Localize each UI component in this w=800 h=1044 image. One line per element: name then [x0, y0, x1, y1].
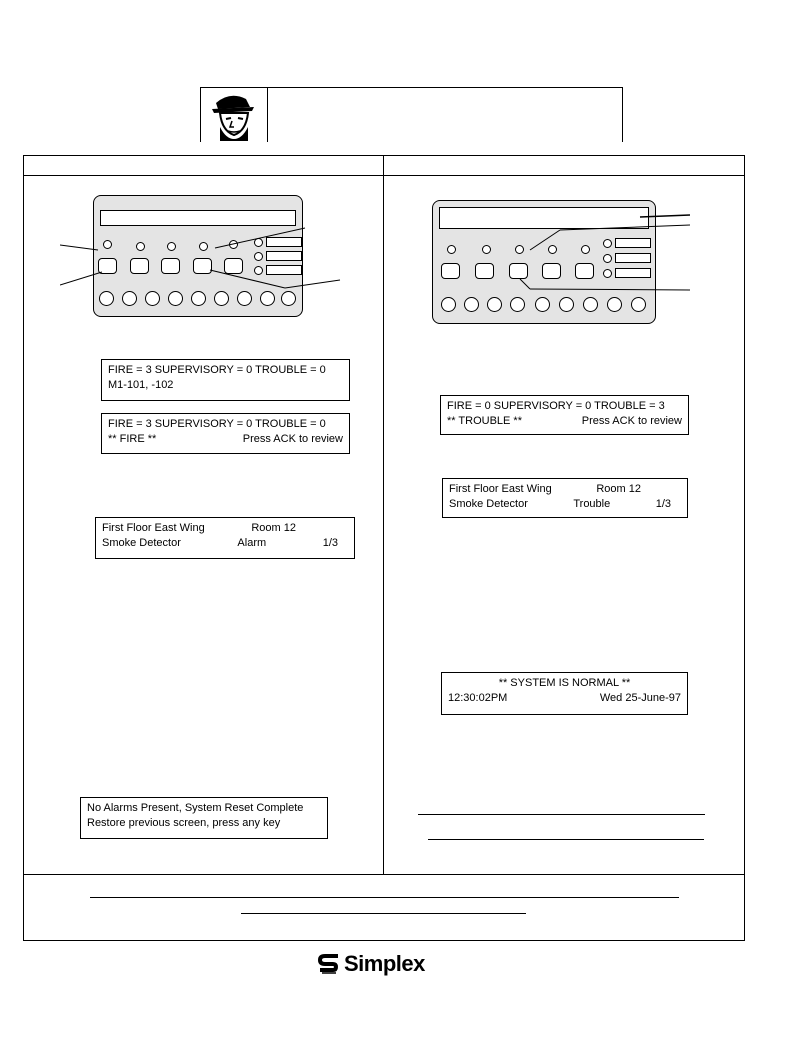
lcd-line: Smoke Detector	[449, 498, 528, 510]
fireman-icon	[200, 87, 268, 142]
lcd-system-normal	[441, 672, 688, 715]
rule	[428, 839, 704, 840]
callout-lines-right	[500, 205, 690, 295]
lcd-line: ** TROUBLE **	[447, 415, 522, 427]
lcd-alarm-detail	[95, 517, 355, 559]
lcd-line: Press ACK to review	[242, 433, 343, 445]
lcd-fire-ack	[101, 413, 350, 454]
lcd-line: ** SYSTEM IS NORMAL **	[498, 677, 631, 689]
lcd-line: 1/3	[322, 537, 338, 549]
lcd-line: Room 12	[251, 522, 296, 534]
led-fire	[447, 245, 456, 254]
right-arrow-key	[631, 297, 646, 312]
brand-name: Simplex	[344, 951, 425, 976]
lcd-line: Wed 25-June-97	[599, 692, 681, 704]
lcd-line: Smoke Detector	[102, 537, 181, 549]
header-rule	[23, 175, 745, 176]
lcd-fire-count	[101, 359, 350, 401]
lcd-line: 12:30:02PM	[448, 692, 508, 704]
simplex-mark-icon	[318, 953, 342, 975]
lcd-line: First Floor East Wing	[102, 522, 205, 534]
lcd-trouble-detail	[442, 478, 688, 518]
lcd-line: Trouble	[573, 498, 611, 510]
led-supervisory	[482, 245, 491, 254]
rule	[90, 897, 679, 898]
lcd-trouble-ack	[440, 395, 689, 435]
lcd-line: FIRE = 3 SUPERVISORY = 0 TROUBLE = 0	[108, 418, 326, 430]
fire-ack-key	[441, 263, 460, 279]
lcd-line: Alarm	[237, 537, 267, 549]
callout-lines-left	[60, 220, 350, 300]
lcd-line: First Floor East Wing	[449, 483, 552, 495]
lcd-line: 1/3	[655, 498, 671, 510]
lcd-line: ** FIRE **	[108, 433, 157, 445]
lcd-line: FIRE = 3 SUPERVISORY = 0 TROUBLE = 0	[108, 364, 326, 376]
column-divider	[383, 155, 384, 874]
rule	[418, 814, 705, 815]
left-arrow-key	[559, 297, 574, 312]
footer-rule	[23, 874, 745, 875]
lcd-line: M1-101, -102	[108, 379, 174, 391]
supv-ack-key	[475, 263, 494, 279]
lcd-line: FIRE = 0 SUPERVISORY = 0 TROUBLE = 3	[447, 400, 665, 412]
lcd-line: Press ACK to review	[581, 415, 682, 427]
lcd-line: Room 12	[596, 483, 641, 495]
lcd-reset-complete	[80, 797, 328, 839]
simplex-logo	[318, 951, 425, 977]
lcd-line: No Alarms Present, System Reset Complete	[87, 802, 304, 814]
rule	[241, 913, 526, 914]
lcd-line: Restore previous screen, press any key	[87, 817, 281, 829]
